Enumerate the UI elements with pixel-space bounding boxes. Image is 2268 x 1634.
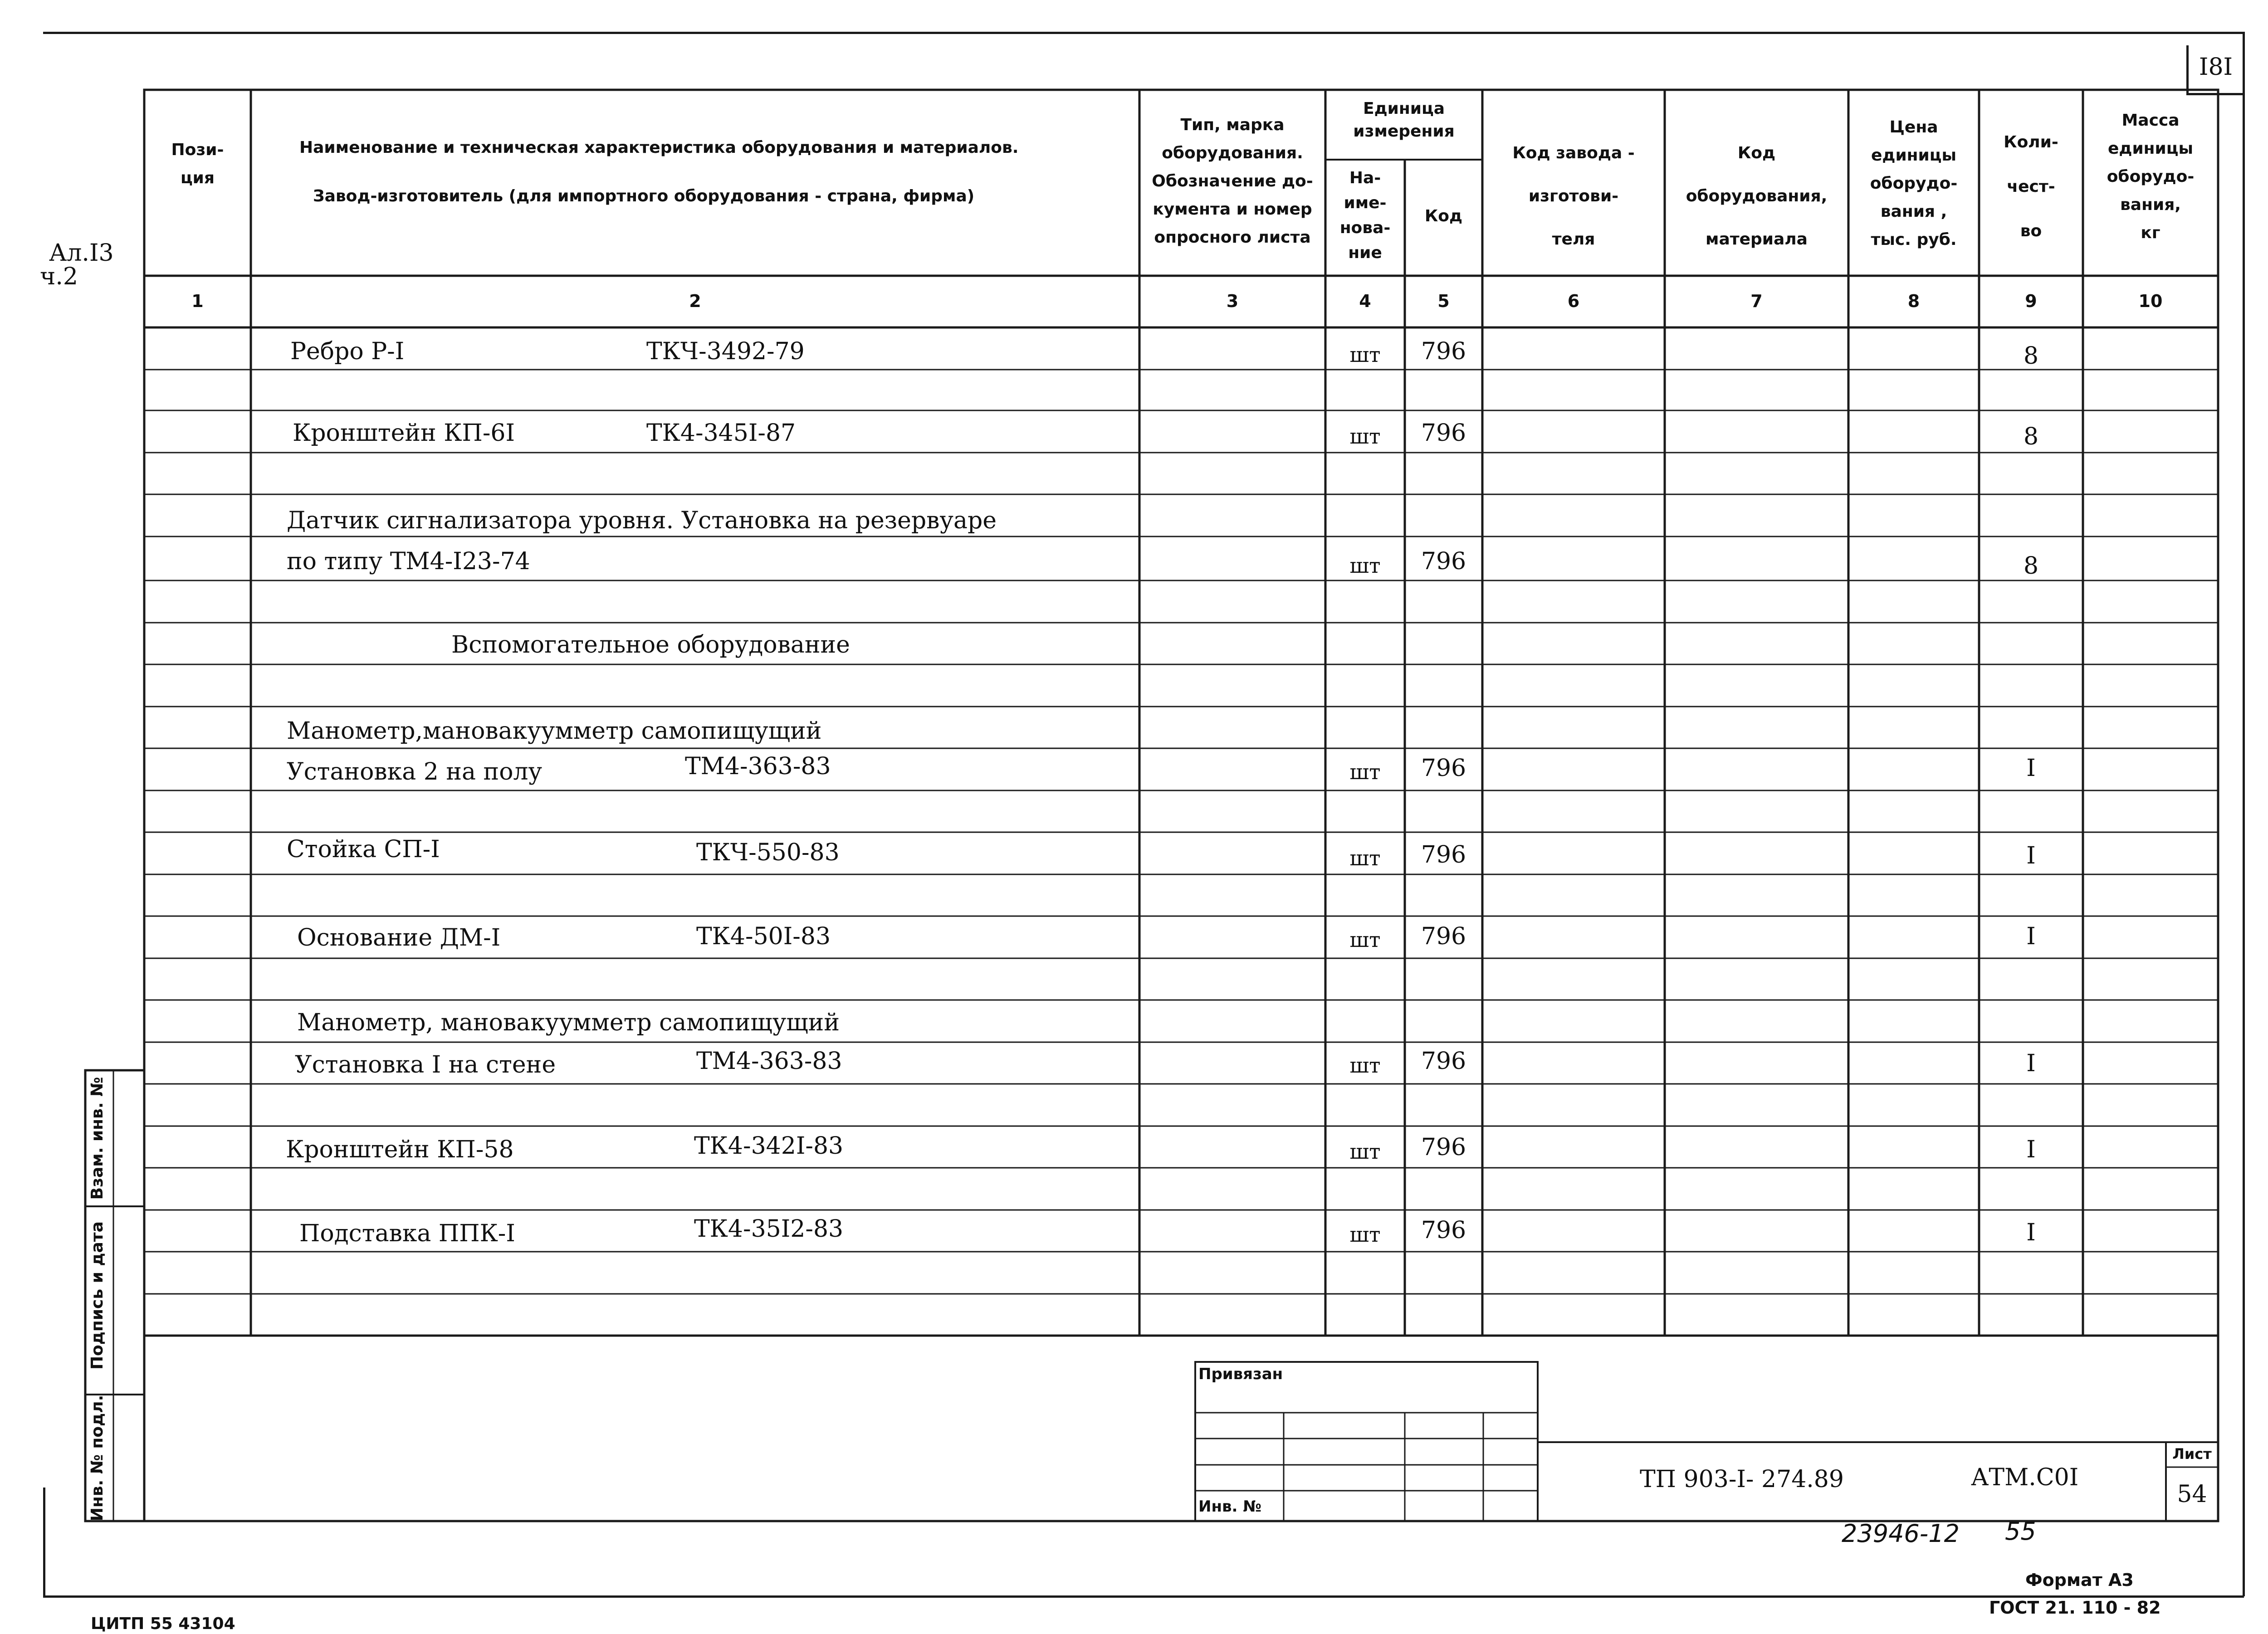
row-qty: 8 — [2023, 342, 2039, 370]
col3-header-line: оборудования. — [1162, 144, 1303, 162]
row-name: Основание ДМ-I — [297, 924, 501, 951]
col8-header-line: оборудо- — [1870, 174, 1958, 193]
row-name: Манометр,мановакуумметр самопищущий — [287, 717, 822, 745]
col2-header-line2: Завод-изготовитель (для импортного оборудования - страна, фирма) — [313, 187, 975, 205]
inv-no-label: Инв. № — [1198, 1497, 1262, 1516]
row-qty: 8 — [2023, 423, 2039, 450]
col7-header — [1665, 132, 1848, 261]
list-label: Лист — [2172, 1445, 2212, 1463]
row-doc: ТМ4-363-83 — [685, 753, 831, 780]
row-name: Установка 2 на полу — [287, 758, 543, 785]
col6-header-line: Код завода - — [1512, 144, 1635, 162]
row-name: Датчик сигнализатора уровня. Установка на резервуаре — [287, 507, 997, 534]
col10-header-line: единицы — [2107, 139, 2194, 158]
row-doc: ТКЧ-550-83 — [696, 839, 840, 866]
row-qty: I — [2026, 1050, 2036, 1077]
col4-header-line: име- — [1344, 194, 1387, 212]
inv-podl-label: Инв. № подл. — [88, 1395, 107, 1522]
row-code: 796 — [1421, 419, 1466, 447]
col10-header-line: оборудо- — [2107, 167, 2195, 186]
row-code: 796 — [1421, 755, 1466, 782]
col2-header-line1: Наименование и техническая характеристика оборудования и материалов. — [299, 138, 1019, 157]
col-number: 9 — [2025, 291, 2037, 311]
col9-header — [1979, 120, 2083, 254]
row-unit: шт — [1349, 760, 1381, 784]
col3-header — [1139, 111, 1325, 252]
row-unit: шт — [1349, 424, 1381, 449]
row-doc: ТКЧ-3492-79 — [646, 338, 805, 365]
row-qty: I — [2026, 923, 2036, 950]
row-code: 796 — [1421, 548, 1466, 575]
col8-header-line: вания , — [1880, 202, 1947, 221]
row-unit: шт — [1349, 1053, 1381, 1078]
row-unit: шт — [1349, 927, 1381, 952]
col8-header-line: единицы — [1871, 146, 1957, 165]
col6-header — [1482, 132, 1665, 261]
row-name: Кронштейн КП-58 — [286, 1136, 514, 1163]
col9-header-line: Коли- — [2004, 133, 2058, 151]
podpis-data-label: Подпись и дата — [88, 1221, 107, 1370]
col-number: 10 — [2138, 291, 2163, 311]
col-number: 5 — [1437, 291, 1450, 311]
row-code: 796 — [1421, 338, 1466, 365]
row-code: 796 — [1421, 841, 1466, 868]
col-number: 3 — [1226, 291, 1239, 311]
section-heading: Вспомогательное оборудование — [451, 631, 850, 658]
col7-header-line: Код — [1737, 144, 1776, 162]
col-number: 1 — [191, 291, 204, 311]
row-code: 796 — [1421, 1048, 1466, 1075]
row-qty: I — [2026, 755, 2036, 782]
row-unit: шт — [1349, 846, 1381, 870]
col10-header — [2083, 107, 2218, 247]
col4-group-header-line: измерения — [1353, 122, 1455, 141]
col1-header — [144, 136, 251, 192]
col4-header-line: ние — [1348, 244, 1382, 262]
row-unit: шт — [1349, 1222, 1381, 1247]
row-name: по типу ТМ4-I23-74 — [287, 548, 530, 575]
row-unit: шт — [1349, 553, 1381, 578]
col7-header-line: оборудования, — [1686, 187, 1828, 205]
row-name: Стойка СП-I — [287, 836, 440, 863]
col7-header-line: материала — [1706, 230, 1808, 249]
col1-header-line: Пози- — [171, 141, 224, 159]
doc-code: ТП 903-I- 274.89 — [1640, 1466, 1844, 1493]
col10-header-line: кг — [2141, 224, 2160, 242]
row-unit: шт — [1349, 342, 1381, 367]
col4-group-header — [1325, 98, 1482, 143]
row-code: 796 — [1421, 1217, 1466, 1244]
col4-header — [1325, 166, 1405, 265]
col-number: 7 — [1750, 291, 1763, 311]
row-code: 796 — [1421, 923, 1466, 950]
row-name: Кронштейн КП-6I — [293, 419, 515, 447]
col8-header-line: Цена — [1889, 118, 1938, 137]
row-name: Подставка ППК-I — [299, 1220, 515, 1247]
stamp-label: ЦИТП 55 43104 — [91, 1614, 235, 1633]
row-name: Ребро Р-I — [290, 338, 405, 365]
vzam-inv-label: Взам. инв. № — [88, 1077, 107, 1200]
privyazan-label: Привязан — [1198, 1365, 1283, 1383]
side-label-line1: Ал.I3 — [49, 239, 114, 267]
row-qty: 8 — [2023, 552, 2039, 580]
col4-header-line: На- — [1349, 169, 1381, 187]
col6-header-line: изготови- — [1528, 187, 1619, 205]
gost-label: ГОСТ 21. 110 - 82 — [1989, 1598, 2161, 1618]
col4-group-header-line: Единица — [1363, 99, 1445, 118]
col9-header-line: чест- — [2007, 177, 2055, 196]
sheet-number: I8I — [2199, 54, 2233, 81]
col-number: 8 — [1907, 291, 1920, 311]
col6-header-line: теля — [1552, 230, 1595, 249]
col1-header-line: ция — [180, 169, 215, 187]
row-name: Манометр, мановакуумметр самопищущий — [297, 1009, 840, 1036]
col3-header-line: Обозначение до- — [1152, 172, 1313, 190]
col3-header-line: опросного листа — [1154, 228, 1311, 247]
side-label-line2: ч.2 — [40, 263, 78, 290]
col8-header — [1848, 113, 1979, 254]
row-qty: I — [2026, 842, 2036, 869]
col8-header-line: тыс. руб. — [1871, 230, 1957, 249]
row-code: 796 — [1421, 1134, 1466, 1161]
col3-header-line: Тип, марка — [1180, 116, 1285, 134]
col9-header-line: во — [2020, 222, 2042, 240]
col3-header-line: кумента и номер — [1153, 200, 1312, 219]
col-number: 6 — [1567, 291, 1580, 311]
list-number: 54 — [2177, 1481, 2207, 1508]
col-number: 2 — [689, 291, 701, 311]
row-doc: ТК4-342I-83 — [694, 1132, 844, 1160]
doc-mark: АТМ.С0I — [1971, 1464, 2079, 1491]
row-name: Установка I на стене — [295, 1051, 556, 1078]
row-qty: I — [2026, 1136, 2036, 1163]
row-doc: ТК4-35I2-83 — [694, 1215, 844, 1243]
row-doc: ТК4-50I-83 — [696, 923, 831, 950]
row-doc: ТМ4-363-83 — [696, 1048, 842, 1075]
col10-header-line: Масса — [2121, 111, 2180, 130]
col-number: 4 — [1359, 291, 1371, 311]
row-doc: ТК4-345I-87 — [646, 419, 796, 447]
row-unit: шт — [1349, 1139, 1381, 1164]
archive-number: 23946-12 — [1842, 1519, 1960, 1548]
col4-header-line: нова- — [1339, 219, 1391, 237]
format-label: Формат А3 — [2025, 1570, 2134, 1590]
col5-header: Код — [1424, 207, 1463, 225]
page-number-handwritten: 55 — [2005, 1517, 2036, 1546]
row-qty: I — [2026, 1219, 2036, 1246]
col10-header-line: вания, — [2120, 195, 2181, 214]
